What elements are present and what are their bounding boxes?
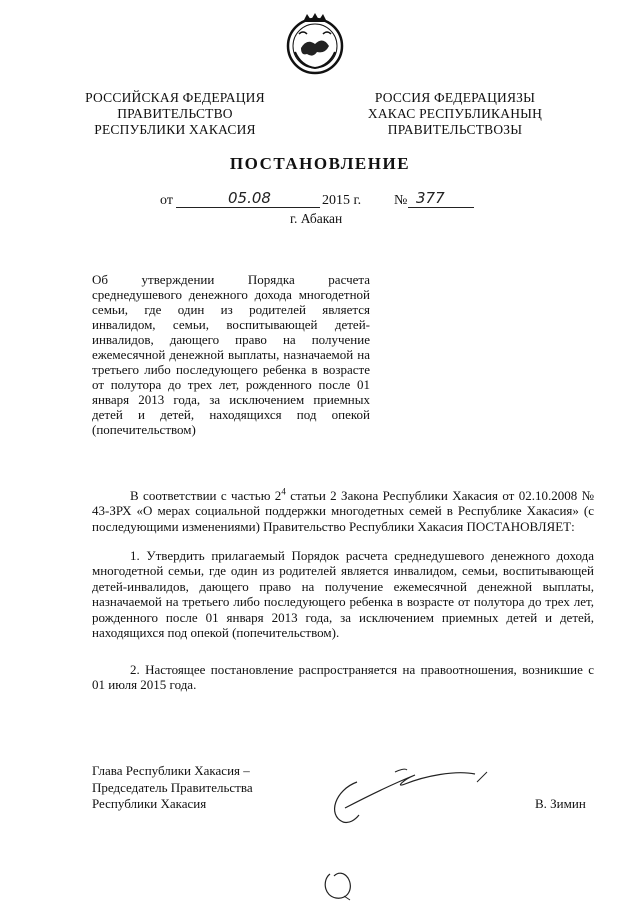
signatory-title bbox=[92, 763, 253, 813]
number-sign: № bbox=[394, 193, 408, 208]
handwritten-signature bbox=[315, 760, 505, 830]
header-left bbox=[70, 90, 280, 138]
preamble-superscript: 4 bbox=[281, 486, 286, 497]
city-label: г. Абакан bbox=[290, 211, 343, 226]
header-right-line-3: ПРАВИТЕЛЬСТВОЗЫ bbox=[387, 122, 523, 137]
header-right bbox=[345, 90, 565, 138]
signatory-line-3: Республики Хакасия bbox=[92, 796, 207, 811]
handwritten-date: 05.08 bbox=[228, 189, 271, 207]
handwritten-mark-icon bbox=[320, 866, 360, 902]
handwritten-number: 377 bbox=[416, 189, 445, 207]
signatory-line-2: Председатель Правительства bbox=[92, 779, 253, 795]
signatory-name: В. Зимин bbox=[535, 796, 586, 811]
preamble-text-end: статьи 2 Закона Республики Хакасия от 02.10.2008 № 43-ЗРХ «О мерах социальной поддержки многодетных семей в Республике Хакасия» (с последующими изменениями) Правительство Республики Хакасия ПОСТАНОВЛЯЕТ: bbox=[92, 488, 594, 534]
subject-block: Об утверждении Порядка расчета среднедушевого денежного дохода многодетной семьи, где один из родителей является инвалидом, семьи, воспитывающей детей-инвалидов, дающего право на получение ежемесячной денежной выплаты, назначаемой на третьего либо последующего ребенка в возрасте от полутора до трех лет, рожденного после 01 января 2013 года, за исключением приемных детей и детей, находящихся под опекой (попечительством) bbox=[92, 272, 370, 437]
preamble-paragraph bbox=[92, 488, 594, 534]
preamble-text-start: В соответствии с частью 2 bbox=[130, 488, 282, 503]
header-left-line-2: ПРАВИТЕЛЬСТВО bbox=[117, 106, 233, 121]
header-left-line-1: РОССИЙСКАЯ ФЕДЕРАЦИЯ bbox=[85, 90, 265, 105]
date-prefix: от bbox=[160, 193, 173, 208]
coat-of-arms-emblem bbox=[283, 12, 347, 76]
header-right-line-1: РОССИЯ ФЕДЕРАЦИЯЗЫ bbox=[374, 90, 536, 105]
header-right-line-2: ХАКАС РЕСПУБЛИКАНЫҢ bbox=[367, 106, 543, 121]
document-title: ПОСТАНОВЛЕНИЕ bbox=[229, 154, 411, 173]
year-label: 2015 г. bbox=[322, 193, 362, 208]
signatory-line-1: Глава Республики Хакасия – bbox=[92, 763, 250, 778]
clause-1-paragraph: 1. Утвердить прилагаемый Порядок расчета среднедушевого денежного дохода многодетной семьи, где один из родителей является инвалидом, семьи, воспитывающей детей-инвалидов, дающего право на получение ежемесячной денежной выплаты, назначаемой на третьего либо последующего ребенка в возрасте от полутора до трех лет, рожденного после 01 января 2013 года, за исключением приемных детей и детей, находящихся под опекой (попечительством). bbox=[92, 548, 594, 641]
header-left-line-3: РЕСПУБЛИКИ ХАКАСИЯ bbox=[94, 122, 256, 137]
clause-2-paragraph: 2. Настоящее постановление распространяется на правоотношения, возникшие с 01 июля 2015 года. bbox=[92, 662, 594, 693]
